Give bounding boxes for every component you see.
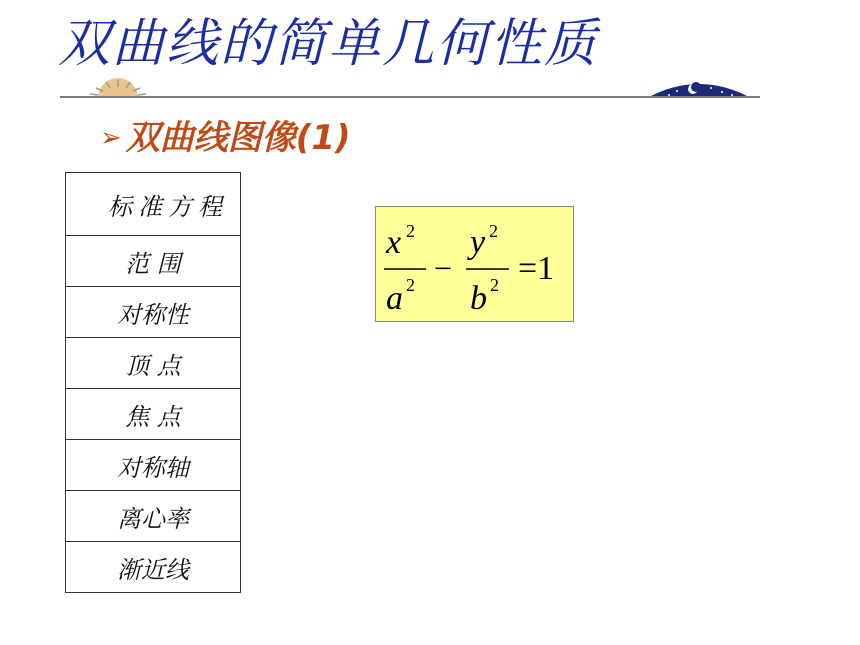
table-row bbox=[66, 236, 241, 287]
exponent: 2 bbox=[489, 221, 498, 241]
properties-table bbox=[65, 172, 241, 593]
numerator-x: x bbox=[386, 224, 402, 261]
table-cell: 离心率 bbox=[66, 491, 241, 542]
table-row bbox=[66, 173, 241, 236]
table-cell: 范 围 bbox=[66, 236, 241, 287]
table-cell: 渐近线 bbox=[66, 542, 241, 593]
exponent: 2 bbox=[406, 221, 415, 241]
denominator-b: b bbox=[470, 280, 487, 317]
denominator-a: a bbox=[386, 280, 403, 317]
arrow-bullet-icon: ➢ bbox=[100, 123, 122, 153]
table-row bbox=[66, 491, 241, 542]
table-row bbox=[66, 440, 241, 491]
exponent: 2 bbox=[490, 275, 499, 295]
minus-sign: − bbox=[434, 250, 453, 286]
title-divider bbox=[60, 96, 760, 98]
table-row bbox=[66, 338, 241, 389]
table-cell: 焦 点 bbox=[66, 389, 241, 440]
slide-title: 双曲线的简单几何性质 bbox=[58, 14, 599, 74]
sunrise-icon bbox=[88, 78, 158, 98]
section-heading-text: 双曲线图像(1) bbox=[125, 118, 351, 158]
equals-one: =1 bbox=[518, 250, 555, 287]
table-row bbox=[66, 287, 241, 338]
table-row bbox=[66, 542, 241, 593]
exponent: 2 bbox=[406, 275, 415, 295]
table-cell: 顶 点 bbox=[66, 338, 241, 389]
table-cell: 标准方程 bbox=[66, 173, 241, 236]
numerator-y: y bbox=[470, 224, 486, 261]
hyperbola-equation bbox=[375, 206, 574, 322]
table-cell: 对称轴 bbox=[66, 440, 241, 491]
section-heading bbox=[100, 117, 351, 159]
table-cell: 对称性 bbox=[66, 287, 241, 338]
table-row bbox=[66, 389, 241, 440]
